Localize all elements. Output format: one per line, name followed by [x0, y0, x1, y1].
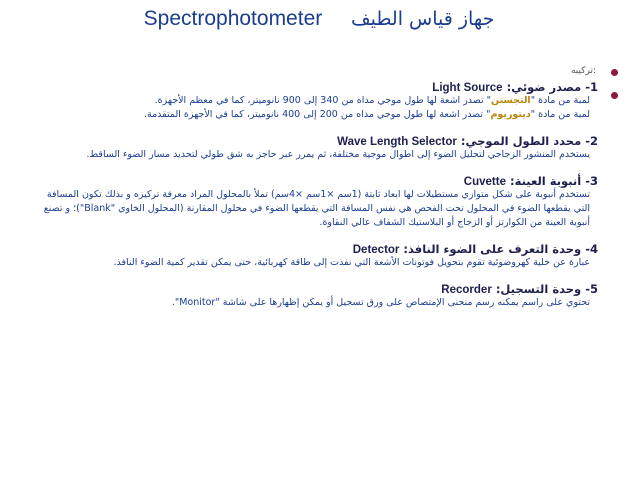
text-fragment: " تصدر اشعة لها طول موجي مداه من 340 إلى 900 نانوميتر، كما في معظم الأجهزة.: [154, 95, 492, 106]
section-number: 1-: [585, 80, 598, 94]
section-heading-english: Recorder: [441, 284, 492, 296]
composition-label: تركيبه:: [570, 66, 596, 76]
title-arabic: جهاز قياس الطيف: [350, 8, 495, 30]
content-body: [28, 80, 598, 322]
section-text: يستخدم المنشور الزجاجي لتحليل الضوء إلى اطوال موجية مختلفة، ثم يمرر عبر حاجز به شق طولي لتحديد مسار الضوء الساقط.: [86, 149, 590, 160]
text-fragment: لمبة من مادة ": [530, 109, 590, 120]
bullet-dot-icon: [611, 69, 618, 76]
section-text: عبارة عن خلية كهروضوئية تقوم بتحويل فوتونات الأشعة التي نفذت إلى طاقة كهربائية، حتى يمكن تقدير كمية الضوء النافذ.: [113, 257, 590, 268]
section-number: 5-: [585, 282, 598, 296]
section-heading-arabic: وحدة التعرف على الضوء النافذ:: [403, 242, 582, 256]
section-heading-arabic: محدد الطول الموجي:: [460, 134, 582, 148]
text-fragment: " تصدر اشعة لها طول موجي مداه من 200 إلى 400 نانوميتر، كما في الأجهزة المتقدمة.: [143, 109, 491, 120]
section-heading-arabic: مصدر ضوئي:: [506, 80, 582, 94]
section-heading: [28, 282, 598, 296]
section-detector: [28, 242, 598, 270]
section-heading-english: Detector: [352, 244, 400, 256]
section-heading-english: Light Source: [432, 82, 503, 94]
section-recorder: [28, 282, 598, 310]
text-fragment: لمبة من مادة ": [530, 95, 590, 106]
section-text-line: [28, 108, 598, 122]
section-text: تحتوي على راسم يمكنه رسم منحنى الإمتصاص على ورق تسجيل أو يمكن إظهارها على شاشة "Monitor".: [171, 297, 590, 308]
section-number: 3-: [585, 174, 598, 188]
section-number: 4-: [585, 242, 598, 256]
slide-title: [0, 6, 638, 31]
section-text: تستخدم أنبوبة على شكل متوازي مستطيلات لها ابعاد ثابتة (1سم ×1سم ×4سم) تملأ بالمحلول المراد معرفة تركيزه و بذلك تكون المسافة التي يقطعها الضوء في المحلول تحت الفحص هي نفس المسافة التي يقطعها الضوء في محلول المقارنة (المحلول الخاوي "Blank")؛ و تصنع أنبوبة العينة من الكوارتز أو الزجاج أو البلاستيك الشفاف عالي النقاوة.: [43, 189, 590, 228]
section-heading: [28, 134, 598, 148]
section-heading: [28, 174, 598, 188]
section-heading-english: Cuvette: [463, 176, 506, 188]
section-wavelength-selector: [28, 134, 598, 162]
section-heading: [28, 242, 598, 256]
bullet-dot-icon: [611, 92, 618, 99]
section-heading-arabic: أنبوبة العينة:: [510, 174, 582, 188]
section-heading-english: Wave Length Selector: [337, 136, 457, 148]
highlight-term: التجستن: [491, 95, 531, 106]
section-cuvette: [28, 174, 598, 230]
section-heading: [28, 80, 598, 94]
section-heading-arabic: وحدة التسجيل:: [495, 282, 582, 296]
highlight-term: ديتوريوم: [490, 109, 531, 120]
section-text-line: [28, 94, 598, 108]
section-number: 2-: [585, 134, 598, 148]
section-light-source: [28, 80, 598, 122]
title-english: Spectrophotometer: [143, 7, 323, 30]
